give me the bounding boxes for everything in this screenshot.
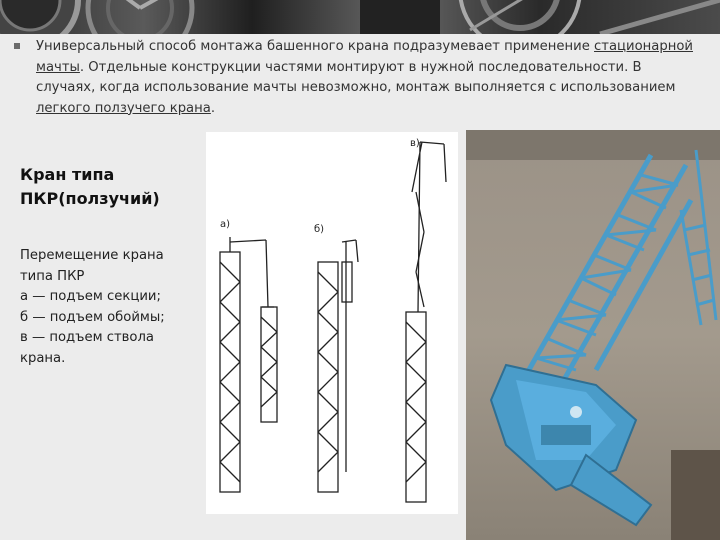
intro-text-1: Универсальный способ монтажа башенного крана подразумевает применение <box>36 39 595 54</box>
description-line: Перемещение крана <box>20 248 164 263</box>
description-line: в — подъем ствола <box>20 330 155 345</box>
description-line: типа ПКР <box>20 268 85 284</box>
header-banner-image <box>0 0 720 34</box>
crane-diagram-icon <box>206 132 458 514</box>
crane-photo <box>466 130 720 540</box>
light-crawler-crane-link[interactable]: легкого ползучего крана <box>36 100 211 116</box>
diagram-label-c: в) <box>410 138 420 149</box>
diagram-label-b: б) <box>314 224 325 235</box>
crane-diagram-image <box>206 132 458 514</box>
description-line: б — подъем обоймы; <box>20 309 165 325</box>
description-text <box>20 246 220 369</box>
description-line: крана. <box>20 350 66 366</box>
description-line: а — подъем секции; <box>20 289 161 304</box>
intro-text-3: . <box>210 100 216 116</box>
intro-text-2: . Отдельные конструкции частями монтируют в нужной последовательности. В случаях, когда использование мачты невозможно, монтаж выполняется с использованием <box>36 59 676 95</box>
section-title <box>20 163 200 211</box>
title-line-1: Кран типа <box>20 165 115 184</box>
bullet-marker <box>14 43 20 49</box>
stationary-mast-link[interactable]: стационарной мачты <box>36 39 693 75</box>
wheel-image-icon <box>0 0 720 34</box>
intro-paragraph <box>36 37 696 119</box>
title-line-2: ПКР(ползучий) <box>20 189 160 208</box>
diagram-label-a: а) <box>220 219 231 230</box>
crane-photo-icon <box>466 130 720 540</box>
